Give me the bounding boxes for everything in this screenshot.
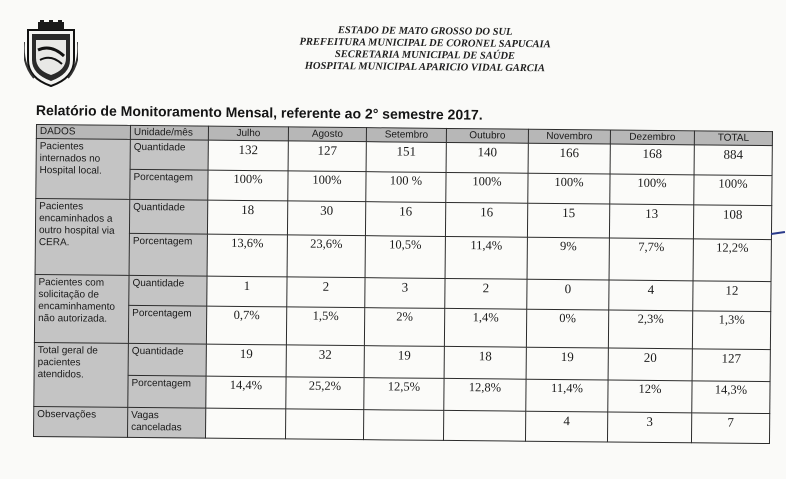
header-cell: Novembro — [528, 129, 610, 144]
header-cell: Outubro — [446, 128, 528, 143]
report-table-wrapper — [33, 124, 772, 471]
value-cell: 19 — [206, 344, 286, 377]
table-row — [35, 232, 771, 281]
value-cell: 1 — [207, 276, 287, 307]
monitoring-table — [33, 124, 773, 444]
unit-cell: Quantidade — [129, 199, 207, 234]
value-cell: 25,2% — [286, 377, 364, 410]
header-state: ESTADO DE MATO GROSSO DO SUL — [337, 25, 513, 38]
header-secretariat: SECRETARIA MUNICIPAL DE SAÚDE — [334, 49, 516, 62]
value-cell — [205, 408, 285, 439]
value-cell: 108 — [693, 205, 771, 240]
value-cell: 13,6% — [207, 234, 287, 277]
value-cell: 15 — [527, 203, 609, 238]
report-title: Relatório de Monitoramento Mensal, referente ao 2° semestre 2017. — [35, 102, 483, 123]
unit-cell: Quantidade — [130, 139, 208, 170]
value-cell: 127 — [288, 141, 366, 172]
value-cell: 100% — [610, 174, 694, 205]
value-cell: 168 — [610, 144, 694, 175]
value-cell — [285, 409, 363, 440]
value-cell: 30 — [287, 201, 365, 236]
value-cell — [363, 410, 443, 441]
value-cell: 0,7% — [206, 306, 286, 345]
value-cell: 3 — [607, 412, 691, 443]
header-cell: Setembro — [366, 128, 446, 143]
value-cell: 884 — [694, 145, 772, 176]
value-cell: 12,8% — [444, 378, 526, 411]
value-cell: 20 — [608, 348, 692, 381]
value-cell: 14,4% — [206, 376, 286, 409]
value-cell: 0% — [526, 309, 608, 348]
unit-cell: Porcentagem — [129, 233, 207, 276]
unit-cell: Porcentagem — [128, 375, 206, 408]
unit-cell: Porcentagem — [130, 169, 208, 200]
value-cell: 7 — [691, 413, 769, 444]
header-cell: TOTAL — [694, 131, 772, 146]
value-cell: 1,5% — [286, 307, 364, 346]
table-row — [34, 406, 770, 443]
value-cell: 19 — [526, 347, 608, 380]
value-cell: 16 — [365, 202, 445, 237]
value-cell: 18 — [444, 346, 526, 379]
value-cell: 10,5% — [365, 236, 445, 279]
unit-cell: Quantidade — [129, 275, 207, 306]
header-cell: DADOS — [36, 125, 130, 140]
value-cell: 100% — [288, 171, 366, 202]
value-cell: 14,3% — [692, 381, 770, 414]
document-header — [255, 24, 595, 76]
value-cell: 32 — [286, 345, 364, 378]
unit-cell: Porcentagem — [128, 305, 206, 344]
category-cell: Total geral de pacientes atendidos. — [34, 342, 129, 407]
unit-cell: Vagas canceladas — [127, 407, 205, 438]
header-prefecture: PREFEITURA MUNICIPAL DE CORONEL SAPUCAIA — [299, 36, 551, 51]
value-cell: 0 — [527, 279, 609, 310]
value-cell: 16 — [445, 202, 527, 237]
value-cell: 4 — [609, 280, 693, 311]
value-cell: 9% — [527, 237, 609, 280]
value-cell: 23,6% — [287, 235, 365, 278]
value-cell: 18 — [207, 200, 287, 235]
value-cell: 11,4% — [526, 379, 608, 412]
value-cell — [443, 410, 525, 441]
value-cell: 4 — [525, 411, 607, 442]
value-cell: 12% — [608, 380, 692, 413]
municipal-crest-logo — [24, 20, 78, 88]
value-cell: 19 — [364, 346, 444, 379]
value-cell: 2 — [445, 278, 527, 309]
header-cell: Dezembro — [610, 130, 694, 145]
value-cell: 2,3% — [608, 310, 692, 349]
category-cell: Pacientes internados no Hospital local. — [36, 139, 131, 200]
category-cell: Pacientes com solicitação de encaminhamento não autorizada. — [34, 274, 129, 343]
unit-cell: Quantidade — [128, 343, 206, 376]
value-cell: 13 — [609, 204, 693, 239]
value-cell: 1,3% — [692, 311, 770, 350]
value-cell: 127 — [692, 349, 770, 382]
value-cell: 3 — [365, 278, 445, 309]
value-cell: 140 — [446, 142, 528, 173]
value-cell: 100% — [528, 173, 610, 204]
value-cell: 100% — [446, 172, 528, 203]
header-cell: Unidade/mês — [130, 125, 208, 140]
value-cell: 151 — [366, 142, 446, 173]
value-cell: 132 — [208, 140, 288, 171]
header-cell: Julho — [208, 126, 288, 141]
value-cell: 12,5% — [364, 378, 444, 411]
value-cell: 100 % — [366, 172, 446, 203]
value-cell: 2 — [287, 277, 365, 308]
category-cell: Pacientes encaminhados a outro hospital via CERA. — [35, 199, 130, 276]
value-cell: 1,4% — [444, 308, 526, 347]
pen-mark — [771, 231, 785, 235]
header-hospital: HOSPITAL MUNICIPAL APARICIO VIDAL GARCIA — [304, 60, 545, 75]
value-cell: 11,4% — [445, 236, 527, 279]
value-cell: 100% — [694, 175, 772, 206]
value-cell: 100% — [208, 170, 288, 201]
value-cell: 12,2% — [693, 239, 771, 282]
value-cell: 7,7% — [609, 238, 693, 281]
observations-label: Observações — [34, 406, 128, 437]
header-cell: Agosto — [288, 127, 366, 142]
value-cell: 2% — [364, 308, 444, 347]
value-cell: 166 — [528, 143, 610, 174]
value-cell: 12 — [693, 281, 771, 312]
